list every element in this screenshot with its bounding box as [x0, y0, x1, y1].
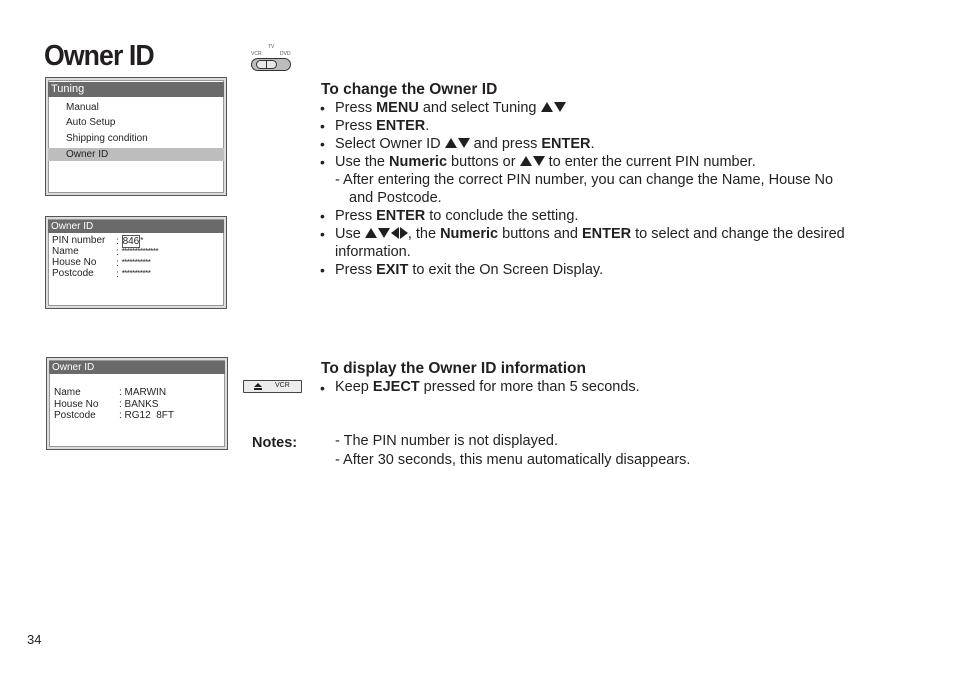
eject-button-icon — [243, 380, 302, 393]
osd-row-label: Name — [52, 246, 79, 257]
instruction-line-continued: information. — [335, 244, 411, 260]
pin-cursor: 846 — [122, 236, 140, 247]
osd-owner-id-display — [46, 357, 228, 450]
up-down-arrows-icon — [445, 137, 470, 149]
osd-menu-item-selected: Owner ID — [66, 149, 109, 160]
eject-icon — [253, 382, 263, 391]
switch-track — [251, 58, 291, 71]
instruction-line: Keep EJECT pressed for more than 5 seconds. — [335, 379, 640, 395]
bullet-dot: • — [320, 118, 325, 134]
osd-menu-item: Manual — [66, 102, 99, 113]
masked-value: ************** — [121, 247, 159, 256]
switch-knob — [256, 60, 277, 69]
sub-instruction: - After entering the correct PIN number, you can change the Name, House No — [335, 172, 834, 188]
osd-menu-item: Shipping condition — [66, 133, 148, 144]
eject-button-label: VCR — [275, 382, 290, 389]
bullet-dot: • — [320, 100, 325, 116]
four-way-arrows-icon — [365, 227, 408, 239]
bullet-dot: • — [320, 136, 325, 152]
osd-row-value: : 846* — [116, 236, 143, 247]
osd-row-label: House No — [54, 399, 99, 410]
osd-owner-header: Owner ID — [49, 361, 225, 374]
instruction-line: Use the Numeric buttons or to enter the current PIN number. — [335, 154, 756, 170]
bullet-dot: • — [320, 380, 325, 396]
osd-row-label: House No — [52, 257, 97, 268]
osd-row-label: Name — [54, 387, 81, 398]
note-line: - The PIN number is not displayed. — [335, 433, 558, 449]
osd-row-value: : BANKS — [119, 399, 159, 410]
note-line: - After 30 seconds, this menu automatically disappears. — [335, 452, 691, 468]
instruction-line: Press MENU and select Tuning — [335, 99, 566, 117]
tv-vcr-dvd-switch-icon — [249, 44, 293, 74]
osd-tuning-header: Tuning — [48, 82, 224, 97]
notes-label: Notes: — [252, 435, 298, 451]
osd-menu-item: Auto Setup — [66, 117, 116, 128]
bullet-dot: • — [320, 154, 325, 170]
instruction-line: Use , the Numeric buttons and ENTER to select and change the desired — [335, 226, 845, 242]
osd-row-value: : RG12 8FT — [119, 410, 175, 421]
page-number: 34 — [27, 632, 42, 647]
osd-row-label: PIN number — [52, 235, 106, 246]
switch-tv-label: TV — [268, 44, 275, 50]
up-down-arrows-icon — [520, 155, 545, 167]
osd-row-value: : MARWIN — [119, 387, 167, 398]
osd-row-label: Postcode — [52, 268, 94, 279]
bullet-dot: • — [320, 262, 325, 278]
masked-value: *********** — [121, 269, 151, 278]
instruction-line: Select Owner ID and press ENTER. — [335, 136, 595, 152]
switch-dvd-label: DVD — [280, 51, 291, 57]
osd-row-value: : ************** — [116, 247, 159, 258]
osd-owner-id-edit — [45, 216, 227, 309]
page-title: Owner ID — [44, 40, 154, 72]
bullet-dot: • — [320, 226, 325, 242]
masked-value: * — [140, 236, 143, 245]
osd-row-label: Postcode — [54, 410, 96, 421]
bullet-dot: • — [320, 208, 325, 224]
instruction-line: Press ENTER. — [335, 118, 430, 134]
instruction-line: Press EXIT to exit the On Screen Display. — [335, 262, 604, 278]
display-owner-heading: To display the Owner ID information — [321, 360, 586, 377]
osd-row-value: : *********** — [116, 258, 151, 269]
switch-vcr-label: VCR — [251, 51, 262, 57]
masked-value: *********** — [121, 258, 151, 267]
osd-row-value: : *********** — [116, 269, 151, 280]
up-down-arrows-icon — [541, 101, 566, 113]
sub-instruction: and Postcode. — [349, 190, 442, 206]
osd-owner-header: Owner ID — [48, 220, 224, 233]
change-owner-heading: To change the Owner ID — [321, 81, 498, 98]
instruction-line: Press ENTER to conclude the setting. — [335, 208, 579, 224]
osd-tuning-menu — [45, 77, 227, 196]
